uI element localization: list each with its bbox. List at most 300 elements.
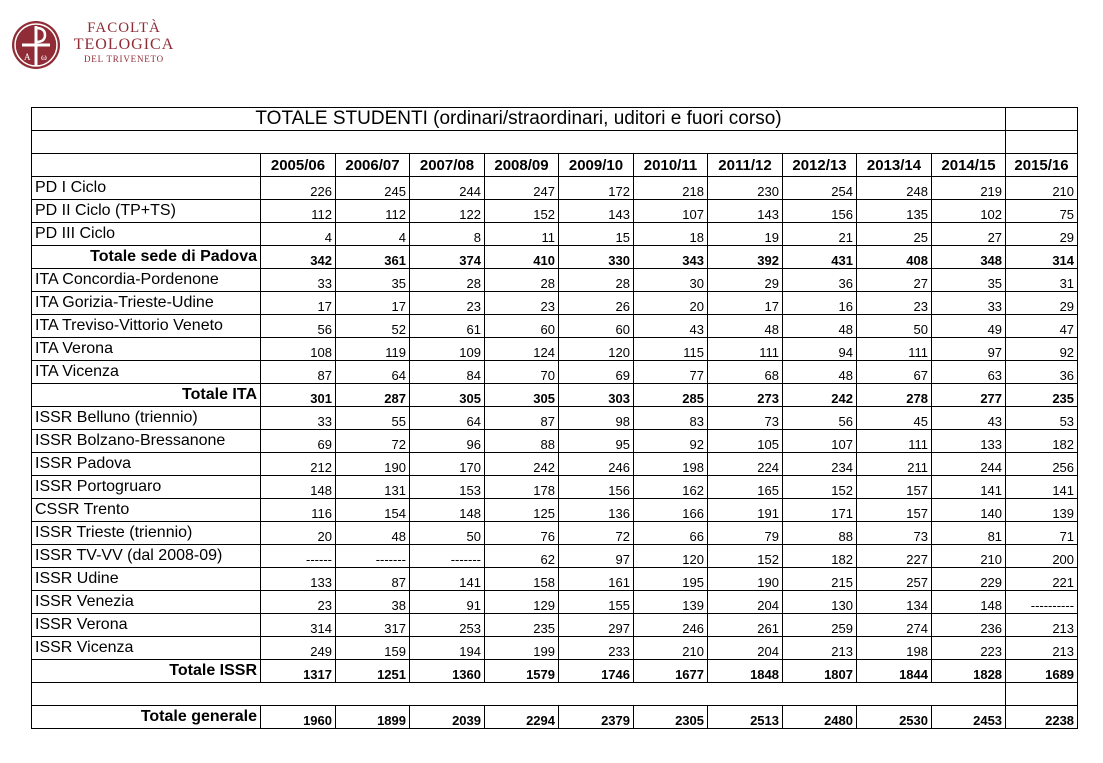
cell-value: 159: [336, 637, 410, 660]
cell-value: 253: [410, 614, 485, 637]
cell-value: 50: [410, 522, 485, 545]
cell-value: 135: [857, 200, 932, 223]
year-header: 2007/08: [410, 154, 485, 177]
cell-value: 2294: [485, 706, 559, 729]
cell-value: 53: [1006, 407, 1078, 430]
cell-value: 72: [336, 430, 410, 453]
cell-value: 1689: [1006, 660, 1078, 683]
cell-value: 115: [634, 338, 708, 361]
cell-value: 2513: [708, 706, 783, 729]
cell-value: 20: [634, 292, 708, 315]
cell-value: 156: [783, 200, 857, 223]
cell-value: 361: [336, 246, 410, 269]
cell-value: 77: [634, 361, 708, 384]
year-header: 2006/07: [336, 154, 410, 177]
cell-value: 1317: [261, 660, 336, 683]
cell-value: 274: [857, 614, 932, 637]
cell-value: 28: [410, 269, 485, 292]
cell-value: 88: [485, 430, 559, 453]
total-row: [32, 706, 1078, 729]
cell-value: 63: [932, 361, 1006, 384]
cell-value: 111: [708, 338, 783, 361]
cell-value: 157: [857, 499, 932, 522]
cell-value: 343: [634, 246, 708, 269]
cell-value: 131: [336, 476, 410, 499]
cell-value: 109: [410, 338, 485, 361]
cell-value: 153: [410, 476, 485, 499]
total-row: [32, 660, 1078, 683]
cell-value: -------: [410, 545, 485, 568]
svg-text:ω: ω: [41, 52, 47, 62]
cell-value: 50: [857, 315, 932, 338]
faculty-name: FACOLTÀ TEOLOGICA DEL TRIVENETO: [73, 20, 175, 64]
cell-value: 28: [485, 269, 559, 292]
cell-value: 155: [559, 591, 634, 614]
cell-value: 23: [485, 292, 559, 315]
cell-value: 2238: [1006, 706, 1078, 729]
cell-value: 23: [410, 292, 485, 315]
cell-value: ----------: [1006, 591, 1078, 614]
cell-value: 141: [1006, 476, 1078, 499]
cell-value: 297: [559, 614, 634, 637]
cell-value: 198: [857, 637, 932, 660]
row-label: ITA Verona: [32, 338, 261, 361]
cell-value: 162: [634, 476, 708, 499]
cell-value: 1746: [559, 660, 634, 683]
cell-value: 108: [261, 338, 336, 361]
cell-value: 96: [410, 430, 485, 453]
table-title: TOTALE STUDENTI (ordinari/straordinari, uditori e fuori corso): [32, 108, 1006, 131]
cell-value: 129: [485, 591, 559, 614]
cell-value: 303: [559, 384, 634, 407]
cell-value: 4: [261, 223, 336, 246]
cell-value: 112: [336, 200, 410, 223]
cell-value: 94: [783, 338, 857, 361]
cell-value: 170: [410, 453, 485, 476]
cell-value: 213: [1006, 614, 1078, 637]
cell-value: 261: [708, 614, 783, 637]
cell-value: 305: [410, 384, 485, 407]
cell-value: 35: [336, 269, 410, 292]
cell-value: 236: [932, 614, 1006, 637]
cell-value: 152: [708, 545, 783, 568]
cell-value: 1579: [485, 660, 559, 683]
cell-value: 1899: [336, 706, 410, 729]
cell-value: 48: [783, 361, 857, 384]
table-row: [32, 407, 1078, 430]
cell-value: 210: [932, 545, 1006, 568]
cell-value: 235: [1006, 384, 1078, 407]
students-table: [31, 107, 1078, 729]
cell-value: 17: [708, 292, 783, 315]
cell-value: 72: [559, 522, 634, 545]
cell-value: 158: [485, 568, 559, 591]
cell-value: 111: [857, 338, 932, 361]
row-label: Totale ISSR: [32, 660, 261, 683]
cell-value: 116: [261, 499, 336, 522]
year-header: 2009/10: [559, 154, 634, 177]
cell-value: 148: [410, 499, 485, 522]
cell-value: 143: [559, 200, 634, 223]
cell-value: 1251: [336, 660, 410, 683]
cell-value: 148: [932, 591, 1006, 614]
cell-value: 408: [857, 246, 932, 269]
cell-value: 245: [336, 177, 410, 200]
cell-value: 141: [410, 568, 485, 591]
cell-value: 45: [857, 407, 932, 430]
cell-value: 91: [410, 591, 485, 614]
year-header: 2008/09: [485, 154, 559, 177]
cell-value: 2480: [783, 706, 857, 729]
cell-value: 230: [708, 177, 783, 200]
cell-value: 17: [261, 292, 336, 315]
row-label: PD III Ciclo: [32, 223, 261, 246]
cell-value: 212: [261, 453, 336, 476]
cell-value: 431: [783, 246, 857, 269]
row-label: ISSR Bolzano-Bressanone: [32, 430, 261, 453]
cell-value: 92: [1006, 338, 1078, 361]
cell-value: 242: [783, 384, 857, 407]
cell-value: 198: [634, 453, 708, 476]
cell-value: 97: [932, 338, 1006, 361]
cell-value: 152: [485, 200, 559, 223]
table-row: [32, 430, 1078, 453]
cell-value: 23: [857, 292, 932, 315]
cell-value: 20: [261, 522, 336, 545]
cell-value: 1848: [708, 660, 783, 683]
row-label: ITA Concordia-Pordenone: [32, 269, 261, 292]
cell-value: 2530: [857, 706, 932, 729]
cell-value: 107: [634, 200, 708, 223]
cell-value: 17: [336, 292, 410, 315]
cell-value: 233: [559, 637, 634, 660]
cell-value: 2039: [410, 706, 485, 729]
cell-value: 29: [1006, 223, 1078, 246]
cell-value: 33: [261, 269, 336, 292]
year-header: 2013/14: [857, 154, 932, 177]
cell-value: 69: [559, 361, 634, 384]
cell-value: 246: [634, 614, 708, 637]
cell-value: 29: [1006, 292, 1078, 315]
cell-value: 38: [336, 591, 410, 614]
cell-value: 139: [634, 591, 708, 614]
cell-value: ------: [261, 545, 336, 568]
cell-value: 229: [932, 568, 1006, 591]
cell-value: 105: [708, 430, 783, 453]
cell-value: 84: [410, 361, 485, 384]
cell-value: 2453: [932, 706, 1006, 729]
table-row: [32, 637, 1078, 660]
table-row: [32, 568, 1078, 591]
cell-value: 247: [485, 177, 559, 200]
cell-value: 11: [485, 223, 559, 246]
cell-value: 52: [336, 315, 410, 338]
cell-value: 75: [1006, 200, 1078, 223]
cell-value: 35: [932, 269, 1006, 292]
cell-value: 67: [857, 361, 932, 384]
cell-value: 330: [559, 246, 634, 269]
cell-value: 62: [485, 545, 559, 568]
row-label: ISSR Verona: [32, 614, 261, 637]
row-label: CSSR Trento: [32, 499, 261, 522]
cell-value: 224: [708, 453, 783, 476]
row-label: ISSR Udine: [32, 568, 261, 591]
cell-value: 172: [559, 177, 634, 200]
cell-value: 1960: [261, 706, 336, 729]
row-label: PD I Ciclo: [32, 177, 261, 200]
total-row: [32, 384, 1078, 407]
cell-value: 156: [559, 476, 634, 499]
cell-value: 211: [857, 453, 932, 476]
row-label: ISSR Belluno (triennio): [32, 407, 261, 430]
cell-value: 27: [857, 269, 932, 292]
table-row: [32, 591, 1078, 614]
cell-value: 242: [485, 453, 559, 476]
cell-value: 19: [708, 223, 783, 246]
cell-value: 88: [783, 522, 857, 545]
cell-value: 221: [1006, 568, 1078, 591]
cell-value: 8: [410, 223, 485, 246]
cell-value: 36: [783, 269, 857, 292]
cell-value: 273: [708, 384, 783, 407]
table-row: [32, 522, 1078, 545]
cell-value: 56: [783, 407, 857, 430]
row-label: ITA Gorizia-Trieste-Udine: [32, 292, 261, 315]
cell-value: 87: [336, 568, 410, 591]
cell-value: 223: [932, 637, 1006, 660]
cell-value: 178: [485, 476, 559, 499]
cell-value: 200: [1006, 545, 1078, 568]
cell-value: 133: [261, 568, 336, 591]
cell-value: 25: [857, 223, 932, 246]
cell-value: 48: [708, 315, 783, 338]
cell-value: 70: [485, 361, 559, 384]
cell-value: 194: [410, 637, 485, 660]
cell-value: 154: [336, 499, 410, 522]
cell-value: 190: [708, 568, 783, 591]
faculty-logo: [10, 12, 180, 78]
table-row: [32, 453, 1078, 476]
cell-value: 248: [857, 177, 932, 200]
cell-value: 246: [559, 453, 634, 476]
cell-value: 28: [559, 269, 634, 292]
year-header: 2011/12: [708, 154, 783, 177]
table-row: [32, 200, 1078, 223]
row-label: ISSR TV-VV (dal 2008-09): [32, 545, 261, 568]
cell-value: 2379: [559, 706, 634, 729]
year-header: 2015/16: [1006, 154, 1078, 177]
cell-value: 140: [932, 499, 1006, 522]
cell-value: 33: [932, 292, 1006, 315]
cell-value: 249: [261, 637, 336, 660]
cell-value: 256: [1006, 453, 1078, 476]
cell-value: 215: [783, 568, 857, 591]
cell-value: 1360: [410, 660, 485, 683]
cell-value: 95: [559, 430, 634, 453]
cell-value: 342: [261, 246, 336, 269]
cell-value: 4: [336, 223, 410, 246]
table-row: [32, 361, 1078, 384]
cell-value: 210: [634, 637, 708, 660]
cell-value: 392: [708, 246, 783, 269]
table-row: [32, 614, 1078, 637]
cell-value: 134: [857, 591, 932, 614]
cell-value: 234: [783, 453, 857, 476]
table-row: [32, 315, 1078, 338]
cell-value: 161: [559, 568, 634, 591]
cell-value: 204: [708, 637, 783, 660]
cell-value: 235: [485, 614, 559, 637]
cell-value: 73: [857, 522, 932, 545]
cell-value: 55: [336, 407, 410, 430]
cell-value: 122: [410, 200, 485, 223]
row-label: ISSR Vicenza: [32, 637, 261, 660]
cell-value: 314: [1006, 246, 1078, 269]
row-label: Totale ITA: [32, 384, 261, 407]
cell-value: 64: [410, 407, 485, 430]
cell-value: 204: [708, 591, 783, 614]
cell-value: 48: [783, 315, 857, 338]
cell-value: 15: [559, 223, 634, 246]
cell-value: 64: [336, 361, 410, 384]
row-label: Totale sede di Padova: [32, 246, 261, 269]
total-row: [32, 246, 1078, 269]
cell-value: 254: [783, 177, 857, 200]
cell-value: 120: [559, 338, 634, 361]
table-row: [32, 177, 1078, 200]
cell-value: 410: [485, 246, 559, 269]
cell-value: 97: [559, 545, 634, 568]
cell-value: 277: [932, 384, 1006, 407]
cell-value: 27: [932, 223, 1006, 246]
cell-value: 287: [336, 384, 410, 407]
cell-value: 182: [1006, 430, 1078, 453]
table-row: [32, 223, 1078, 246]
cell-value: 31: [1006, 269, 1078, 292]
cell-value: 47: [1006, 315, 1078, 338]
cell-value: 48: [336, 522, 410, 545]
cell-value: 43: [634, 315, 708, 338]
row-label: ISSR Trieste (triennio): [32, 522, 261, 545]
cell-value: 43: [932, 407, 1006, 430]
cell-value: 119: [336, 338, 410, 361]
cell-value: 301: [261, 384, 336, 407]
chi-rho-emblem-icon: [10, 12, 66, 76]
cell-value: 213: [783, 637, 857, 660]
year-header: 2005/06: [261, 154, 336, 177]
cell-value: 29: [708, 269, 783, 292]
table-row: [32, 269, 1078, 292]
cell-value: 61: [410, 315, 485, 338]
cell-value: 166: [634, 499, 708, 522]
cell-value: 111: [857, 430, 932, 453]
cell-value: 125: [485, 499, 559, 522]
cell-value: 66: [634, 522, 708, 545]
cell-value: 1844: [857, 660, 932, 683]
cell-value: 139: [1006, 499, 1078, 522]
row-label: ISSR Padova: [32, 453, 261, 476]
cell-value: 219: [932, 177, 1006, 200]
cell-value: 1828: [932, 660, 1006, 683]
cell-value: 60: [559, 315, 634, 338]
cell-value: 92: [634, 430, 708, 453]
cell-value: 2305: [634, 706, 708, 729]
cell-value: 1677: [634, 660, 708, 683]
cell-value: 165: [708, 476, 783, 499]
table-row: [32, 476, 1078, 499]
cell-value: 148: [261, 476, 336, 499]
cell-value: 213: [1006, 637, 1078, 660]
cell-value: 244: [932, 453, 1006, 476]
cell-value: 73: [708, 407, 783, 430]
year-header-row: [32, 154, 1078, 177]
cell-value: 227: [857, 545, 932, 568]
cell-value: 124: [485, 338, 559, 361]
year-header: 2014/15: [932, 154, 1006, 177]
cell-value: 83: [634, 407, 708, 430]
cell-value: 157: [857, 476, 932, 499]
cell-value: 87: [485, 407, 559, 430]
row-label: ISSR Portogruaro: [32, 476, 261, 499]
cell-value: 136: [559, 499, 634, 522]
table-row: [32, 499, 1078, 522]
cell-value: 49: [932, 315, 1006, 338]
cell-value: 87: [261, 361, 336, 384]
cell-value: 71: [1006, 522, 1078, 545]
cell-value: 259: [783, 614, 857, 637]
cell-value: 30: [634, 269, 708, 292]
cell-value: 195: [634, 568, 708, 591]
cell-value: 190: [336, 453, 410, 476]
cell-value: 68: [708, 361, 783, 384]
table-row: [32, 545, 1078, 568]
cell-value: 210: [1006, 177, 1078, 200]
cell-value: 285: [634, 384, 708, 407]
cell-value: 182: [783, 545, 857, 568]
cell-value: 133: [932, 430, 1006, 453]
cell-value: 18: [634, 223, 708, 246]
cell-value: 76: [485, 522, 559, 545]
cell-value: 120: [634, 545, 708, 568]
cell-value: 56: [261, 315, 336, 338]
cell-value: -------: [336, 545, 410, 568]
cell-value: 171: [783, 499, 857, 522]
cell-value: 317: [336, 614, 410, 637]
year-header: 2012/13: [783, 154, 857, 177]
cell-value: 374: [410, 246, 485, 269]
cell-value: 107: [783, 430, 857, 453]
row-label: ISSR Venezia: [32, 591, 261, 614]
cell-value: 191: [708, 499, 783, 522]
row-label: PD II Ciclo (TP+TS): [32, 200, 261, 223]
cell-value: 348: [932, 246, 1006, 269]
cell-value: 152: [783, 476, 857, 499]
cell-value: 314: [261, 614, 336, 637]
table-row: [32, 292, 1078, 315]
row-label: ITA Vicenza: [32, 361, 261, 384]
cell-value: 26: [559, 292, 634, 315]
cell-value: 112: [261, 200, 336, 223]
cell-value: 69: [261, 430, 336, 453]
cell-value: 33: [261, 407, 336, 430]
cell-value: 21: [783, 223, 857, 246]
cell-value: 141: [932, 476, 1006, 499]
cell-value: 16: [783, 292, 857, 315]
cell-value: 130: [783, 591, 857, 614]
cell-value: 218: [634, 177, 708, 200]
cell-value: 81: [932, 522, 1006, 545]
cell-value: 257: [857, 568, 932, 591]
